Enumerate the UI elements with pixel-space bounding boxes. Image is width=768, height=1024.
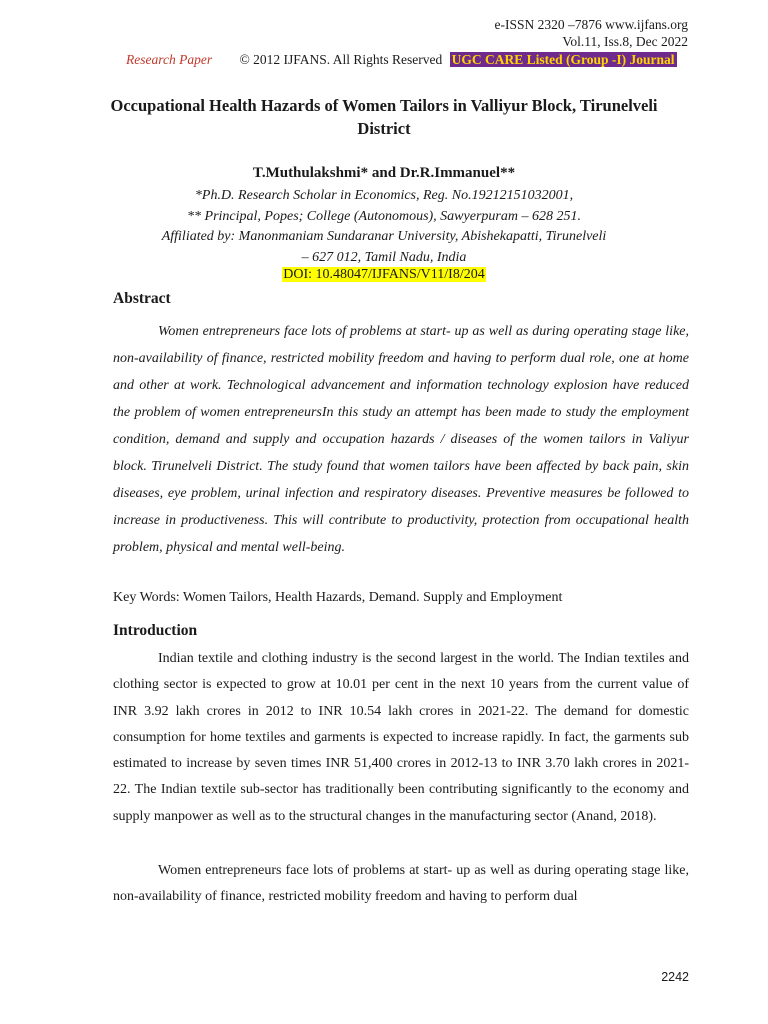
- doi-line: [100, 267, 668, 283]
- paper-title: Occupational Health Hazards of Women Tailors in Valliyur Block, Tirunelveli District: [110, 96, 658, 138]
- doi-link[interactable]: DOI: 10.48047/IJFANS/V11/I8/204: [283, 267, 485, 282]
- affiliation-line: Affiliated by: Manonmaniam Sundaranar University, Abishekapatti, Tirunelveli: [161, 229, 607, 244]
- introduction-heading: Introduction: [113, 622, 198, 639]
- research-paper-label: Research Paper: [126, 52, 213, 67]
- copyright-notice: © 2012 IJFANS. All Rights Reserved: [239, 52, 443, 67]
- intro-paragraph-1: Indian textile and clothing industry is the second largest in the world. The Indian textiles and clothing sector is expected to grow at 10.01 per cent in the next 10 years from the current value of INR 3.92 lakh crores in 2012 to INR 10.54 lakh crores in 2021-22. The demand for domestic consumption for home textiles and garments is expected to increase rapidly. In fact, the garments sub estimated to increase by seven times INR 51,400 crores in 2012-13 to INR 3.70 lakh crores in 2021-22. The Indian textile sub-sector has traditionally been contributing significantly to the economy and supply manpower as well as to the structural changes in the manufacturing sector (Anand, 2018).: [113, 651, 689, 824]
- affiliation-line: – 627 012, Tamil Nadu, India: [301, 249, 467, 265]
- page-number: 2242: [661, 970, 689, 984]
- affiliation-line: *Ph.D. Research Scholar in Economics, Reg. No.19212151032001,: [194, 188, 574, 203]
- authors: T.Muthulakshmi* and Dr.R.Immanuel**: [252, 165, 516, 181]
- volume-line: Vol.11, Iss.8, Dec 2022: [562, 34, 688, 49]
- header-bar: [126, 52, 677, 68]
- affiliation-line: ** Principal, Popes; College (Autonomous), Sawyerpuram – 628 251.: [187, 208, 581, 224]
- ugc-care-badge: UGC CARE Listed (Group -I) Journal: [451, 52, 675, 67]
- issn-line: e-ISSN 2320 –7876 www.ijfans.org: [494, 17, 688, 32]
- abstract-heading: Abstract: [113, 290, 171, 307]
- affiliations: [100, 186, 668, 268]
- intro-paragraph-2: Women entrepreneurs face lots of problems at start- up as well as during operating stage like, non-availability of finance, restricted mobility freedom and having to perform dual: [113, 863, 689, 905]
- abstract-text: Women entrepreneurs face lots of problems at start- up as well as during operating stage like, non-availability of finance, restricted mobility freedom and having to perform dual role, one at home and other at work. Technological advancement and information technology explosion have reduced the problem of women entrepreneursIn this study an attempt has been made to study the employment condition, demand and supply and occupation hazards / diseases of the women tailors in Valiyur block. Tirunelveli District. The study found that women tailors have been affected by back pain, skin diseases, eye problem, urinal infection and respiratory diseases. Preventive measures be followed to increase in productiveness. This will contribute to productivity, protection from occupational health problem, physical and mental well-being.: [113, 324, 689, 555]
- keywords: Key Words: Women Tailors, Health Hazards, Demand. Supply and Employment: [113, 590, 563, 605]
- journal-info: [495, 16, 689, 50]
